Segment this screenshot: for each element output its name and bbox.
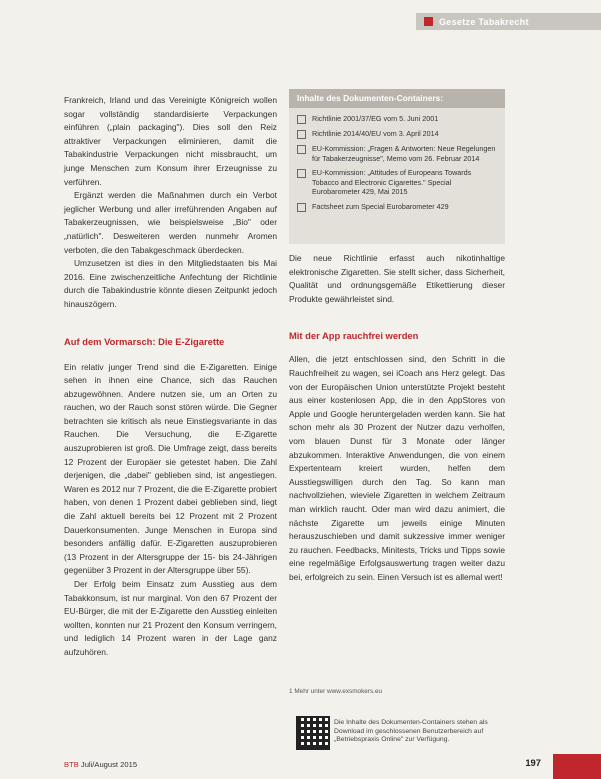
box-title: Inhalte des Dokumenten-Containers:	[289, 89, 505, 108]
issue-label	[64, 760, 137, 769]
list-item: Factsheet zum Special Eurobarometer 429	[297, 202, 497, 212]
section-heading: Auf dem Vormarsch: Die E-Zigarette	[64, 335, 225, 347]
checkbox-icon	[297, 130, 306, 139]
checkbox-icon	[297, 169, 306, 178]
section-tag-label: Gesetze Tabakrecht	[439, 16, 529, 27]
paragraph: Ergänzt werden die Maßnahmen durch ein Verbot jeglicher Werbung und aller irreführenden Angaben auf Tabakerzeugnissen, wie beispielsweise „Bio" oder „natürlich". Desweiteren werden nunmehr Aromen verboten, die den Tabakgeschmack überdecken.	[64, 190, 277, 255]
list-item: Richtlinie 2001/37/EG vom 5. Juni 2001	[297, 114, 497, 124]
page-number: 197	[525, 757, 541, 768]
left-column	[64, 94, 277, 660]
section-heading: Mit der App rauchfrei werden	[289, 330, 419, 342]
paragraph: Umzusetzen ist dies in den Mitgliedstaaten bis Mai 2016. Eine zwischenzeitliche Anfechtung der Richtlinie durch die Tabakindustrie könnte diesen Zeitpunkt jedoch hinauszögern.	[64, 258, 277, 309]
section-tag	[416, 13, 601, 30]
list-item: EU-Kommission: „Fragen & Antworten: Neue Regelungen für Tabakerzeugnisse", Memo vom 26. Februar 2014	[297, 144, 497, 163]
qr-code-icon	[296, 716, 330, 750]
paragraph: Allen, die jetzt entschlossen sind, den Schritt in die Rauchfreiheit zu wagen, sei iCoach ans Herz gelegt. Das von der Europäischen Union unterstützte Projekt besteht aus einer kostenlosen App, die in den AppStores von Apple und Google heruntergeladen werden kann. Sie hat schon mehr als 30 Prozent der Nutzer dazu verholfen, vom blauen Dunst für 3 Monate oder länger abzukommen. Interaktive Anwendungen, die von einem Expertenteam kreiert wurden, helfen dem Ausstiegswilligen durch den Tag. So kann man nachvollziehen, wieviele Zigaretten in welchem Zeitraum man wirklich raucht. Oder man wird dazu animiert, die nächste Zigarette um jeweils einige Minuten herauszuschieben und damit sukzessive immer weniger zu rauchen. Feedbacks, Minitests, Tricks und Tipps sowie eine regelmäßige Erfolgsauswertung tragen weiter dazu bei, erfolgreich zu sein. Einen Versuch ist es allemal wert!	[289, 354, 505, 582]
paragraph: Die neue Richtlinie erfasst auch nikotinhaltige elektronische Zigaretten. Sie stellt sicher, dass Sicherheit, Qualität und ordnungsgemäße Etikettierung dieser Produkte gewährleistet sind.	[289, 253, 505, 304]
section-marker-icon	[424, 17, 433, 26]
paragraph: Ein relativ junger Trend sind die E-Zigaretten. Einige sehen in ihnen eine Chance, sich das Rauchen abzugewöhnen. Andere nutzen sie, um an Orten zu rauchen, wo der Rauch sonst stören würde. Die Gegner betrachten sie kritisch als neue Einstiegsvariante in das Rauchen. Die Versuchung, die E-Zigarette auszuprobieren ist groß. Die Umfrage zeigt, dass bereits 12 Prozent der Europäer sie getestet haben. Die Zahl derjenigen, die „dabei" geblieben sind, ist angestiegen. Waren es 2012 nur 7 Prozent, die die E-Zigarette probiert haben, von denen 1 Prozent dabei geblieben sind, liegt die Zahl aktuell bereits bei 12 Prozent mit 2 Prozent Dauerkonsumenten. Junge Menschen in Europa sind besonders anfällig dafür. E-Zigaretten auszuprobieren (13 Prozent in der Altersgruppe der 15- bis 24-Jährigen gegenüber 3 Prozent in der Altersgruppe über 55).	[64, 361, 277, 576]
document-container-box	[289, 89, 505, 244]
list-item: Richtlinie 2014/40/EU vom 3. April 2014	[297, 129, 497, 139]
footnote: 1 Mehr unter www.exsmokers.eu	[289, 688, 383, 695]
qr-caption: Die Inhalte des Dokumenten-Containers stehen als Download im geschlossenen Benutzerbereich auf „Betriebspraxis Online" zur Verfügung.	[334, 719, 488, 744]
issue-date: Juli/August 2015	[78, 760, 138, 769]
right-column	[289, 252, 505, 584]
checkbox-icon	[297, 115, 306, 124]
brand-label: BTB	[64, 760, 79, 769]
checkbox-icon	[297, 145, 306, 154]
paragraph: Frankreich, Irland und das Vereinigte Königreich wollen sogar vollständig standardisierte Verpackungen einführen („plain packaging"). Dies soll den Reiz attraktiver Verpackungen eliminieren, damit die Tabakindustrie Verpackungen nicht missbraucht, um junge Menschen zum Konsum ihrer Erzeugnisse zu verführen.	[64, 95, 277, 187]
list-item: EU-Kommission: „Attitudes of Europeans Towards Tobacco and Electronic Cigarettes." Special Eurobarometer 429, Mai 2015	[297, 168, 497, 197]
document-list	[289, 114, 505, 212]
paragraph: Der Erfolg beim Einsatz zum Ausstieg aus dem Tabakkonsum, ist nur marginal. Von den 67 Prozent der EU-Bürger, die mit der E-Zigarette den Ausstieg einleiten wollten, konnten nur 21 Prozent den Konsum verringern, und lediglich 14 Prozent waren in der Lage ganz aufzuhören.	[64, 579, 277, 657]
footer-accent-bar	[553, 754, 601, 779]
checkbox-icon	[297, 203, 306, 212]
